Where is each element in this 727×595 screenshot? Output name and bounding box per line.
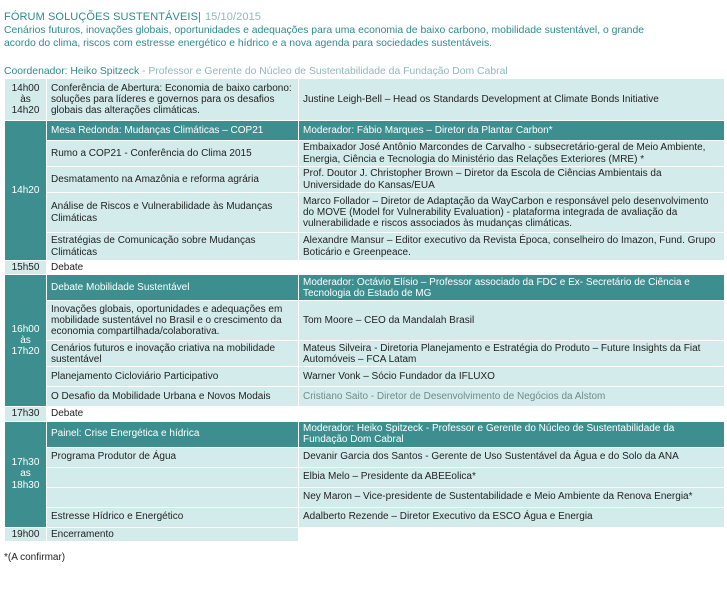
speaker-cell <box>299 261 725 275</box>
session-cell: Análise de Riscos e Vulnerabilidade às Mudanças Climáticas <box>47 193 299 233</box>
session-cell: Inovações globais, oportunidades e adequações em mobilidade sustentável no Brasil e o crescimento da economia compartilhada/colaborativa. <box>47 301 299 341</box>
table-row <box>5 367 725 387</box>
table-row <box>5 387 725 407</box>
table-row <box>5 121 725 141</box>
session-cell: Estratégias de Comunicação sobre Mudanças Climáticas <box>47 233 299 261</box>
table-row <box>5 421 725 447</box>
session-cell: Cenários futuros e inovação criativa na mobilidade sustentável <box>47 341 299 367</box>
event-date: 15/10/2015 <box>204 11 262 23</box>
time-cell: 15h50 <box>5 261 47 275</box>
session-header: Debate Mobilidade Sustentável <box>47 275 299 301</box>
schedule-table <box>4 78 725 542</box>
speaker-cell: Devanir Garcia dos Santos - Gerente de Uso Sustentável da Água e do Solo da ANA <box>299 447 725 467</box>
session-cell: Rumo a COP21 - Conferência do Clima 2015 <box>47 141 299 167</box>
speaker-cell <box>299 527 725 541</box>
speaker-cell: Cristiano Saito - Diretor de Desenvolvimento de Negócios da Alstom <box>299 387 725 407</box>
time-cell: 19h00 <box>5 527 47 541</box>
session-cell: O Desafio da Mobilidade Urbana e Novos Modais <box>47 387 299 407</box>
table-row <box>5 447 725 467</box>
speaker-cell: Mateus Silveira - Diretoria Planejamento e Estratégia do Produto – Future Insights da Fiat Automóveis – FCA Latam <box>299 341 725 367</box>
session-cell <box>47 487 299 507</box>
subtitle-line-1: Cenários futuros, inovações globais, oportunidades e adequações para uma economia de baixo carbono, mobilidade sustentável, o grande <box>4 25 645 36</box>
session-header: Painel: Crise Energética e hídrica <box>47 421 299 447</box>
table-row <box>5 261 725 275</box>
coordinator-name: Coordenador: Heiko Spitzeck <box>4 66 140 77</box>
speaker-cell: Alexandre Mansur – Editor executivo da Revista Época, conselheiro do Imazon, Fund. Grupo Boticário e Greenpeace. <box>299 233 725 261</box>
speaker-cell <box>299 407 725 421</box>
session-cell: Desmatamento na Amazônia e reforma agrária <box>47 167 299 193</box>
table-row <box>5 527 725 541</box>
speaker-cell: Adalberto Rezende – Diretor Executivo da ESCO Água e Energia <box>299 507 725 527</box>
table-row <box>5 341 725 367</box>
time-cell: 14h00 às 14h20 <box>5 79 47 121</box>
forum-title <box>4 10 724 24</box>
footnote: *(A confirmar) <box>4 552 66 563</box>
subtitle-line-2: acordo do clima, riscos com estresse energético e hídrico e a nova agenda para sociedades sustentáveis. <box>4 38 493 49</box>
speaker-cell: Justine Leigh-Bell – Head os Standards Development at Climate Bonds Initiative <box>299 79 725 121</box>
session-cell: Estresse Hídrico e Energético <box>47 507 299 527</box>
session-cell: Programa Produtor de Água <box>47 447 299 467</box>
session-cell: Encerramento <box>47 527 299 541</box>
table-row <box>5 487 725 507</box>
speaker-cell: Warner Vonk – Sócio Fundador da IFLUXO <box>299 367 725 387</box>
speaker-cell: Elbia Melo – Presidente da ABEEolica* <box>299 467 725 487</box>
moderator-header: Moderador: Heiko Spitzeck - Professor e Gerente do Núcleo de Sustentabilidade da Fundação Dom Cabral <box>299 421 725 447</box>
session-cell: Planejamento Cicloviário Participativo <box>47 367 299 387</box>
speaker-cell: Marco Follador – Diretor de Adaptação da WayCarbon e responsável pelo desenvolvimento do MOVE (Model for Vulnerability Evaluation) - plataforma integrada de avaliação da vulnerabilidade e riscos associados às mudanças climáticas. <box>299 193 725 233</box>
session-cell <box>47 467 299 487</box>
document-header <box>4 10 724 50</box>
session-header: Mesa Redonda: Mudanças Climáticas – COP21 <box>47 121 299 141</box>
table-row <box>5 275 725 301</box>
speaker-cell: Embaixador José Antônio Marcondes de Carvalho - subsecretário-geral de Meio Ambiente, Energia, Ciência e Tecnologia do Ministério das Relações Exteriores (MRE) * <box>299 141 725 167</box>
moderator-header: Moderador: Octávio Elísio – Professor associado da FDC e Ex- Secretário de Ciência e Tecnologia do Estado de MG <box>299 275 725 301</box>
time-cell: 17h30 as 18h30 <box>5 421 47 527</box>
time-cell: 14h20 <box>5 121 47 261</box>
moderator-header: Moderador: Fábio Marques – Diretor da Plantar Carbon* <box>299 121 725 141</box>
speaker-cell: Prof. Doutor J. Christopher Brown – Diretor da Escola de Ciências Ambientais da Universidade do Kansas/EUA <box>299 167 725 193</box>
table-row <box>5 193 725 233</box>
session-cell: Conferência de Abertura: Economia de baixo carbono: soluções para líderes e governos para os desafios globais das alterações climáticas. <box>47 79 299 121</box>
session-cell: Debate <box>47 407 299 421</box>
coordinator-line <box>4 65 508 78</box>
table-row <box>5 141 725 167</box>
speaker-cell: Tom Moore – CEO da Mandalah Brasil <box>299 301 725 341</box>
table-row <box>5 301 725 341</box>
speaker-cell: Ney Maron – Vice-presidente de Sustentabilidade e Meio Ambiente da Renova Energia* <box>299 487 725 507</box>
table-row <box>5 79 725 121</box>
time-cell: 17h30 <box>5 407 47 421</box>
coordinator-role: - Professor e Gerente do Núcleo de Sustentabilidade da Fundação Dom Cabral <box>139 66 508 77</box>
title-text: FÓRUM SOLUÇÕES SUSTENTÁVEIS| <box>4 11 201 23</box>
table-row <box>5 407 725 421</box>
table-row <box>5 507 725 527</box>
table-row <box>5 233 725 261</box>
table-row <box>5 467 725 487</box>
table-row <box>5 167 725 193</box>
session-cell: Debate <box>47 261 299 275</box>
time-cell: 16h00 às 17h20 <box>5 275 47 407</box>
